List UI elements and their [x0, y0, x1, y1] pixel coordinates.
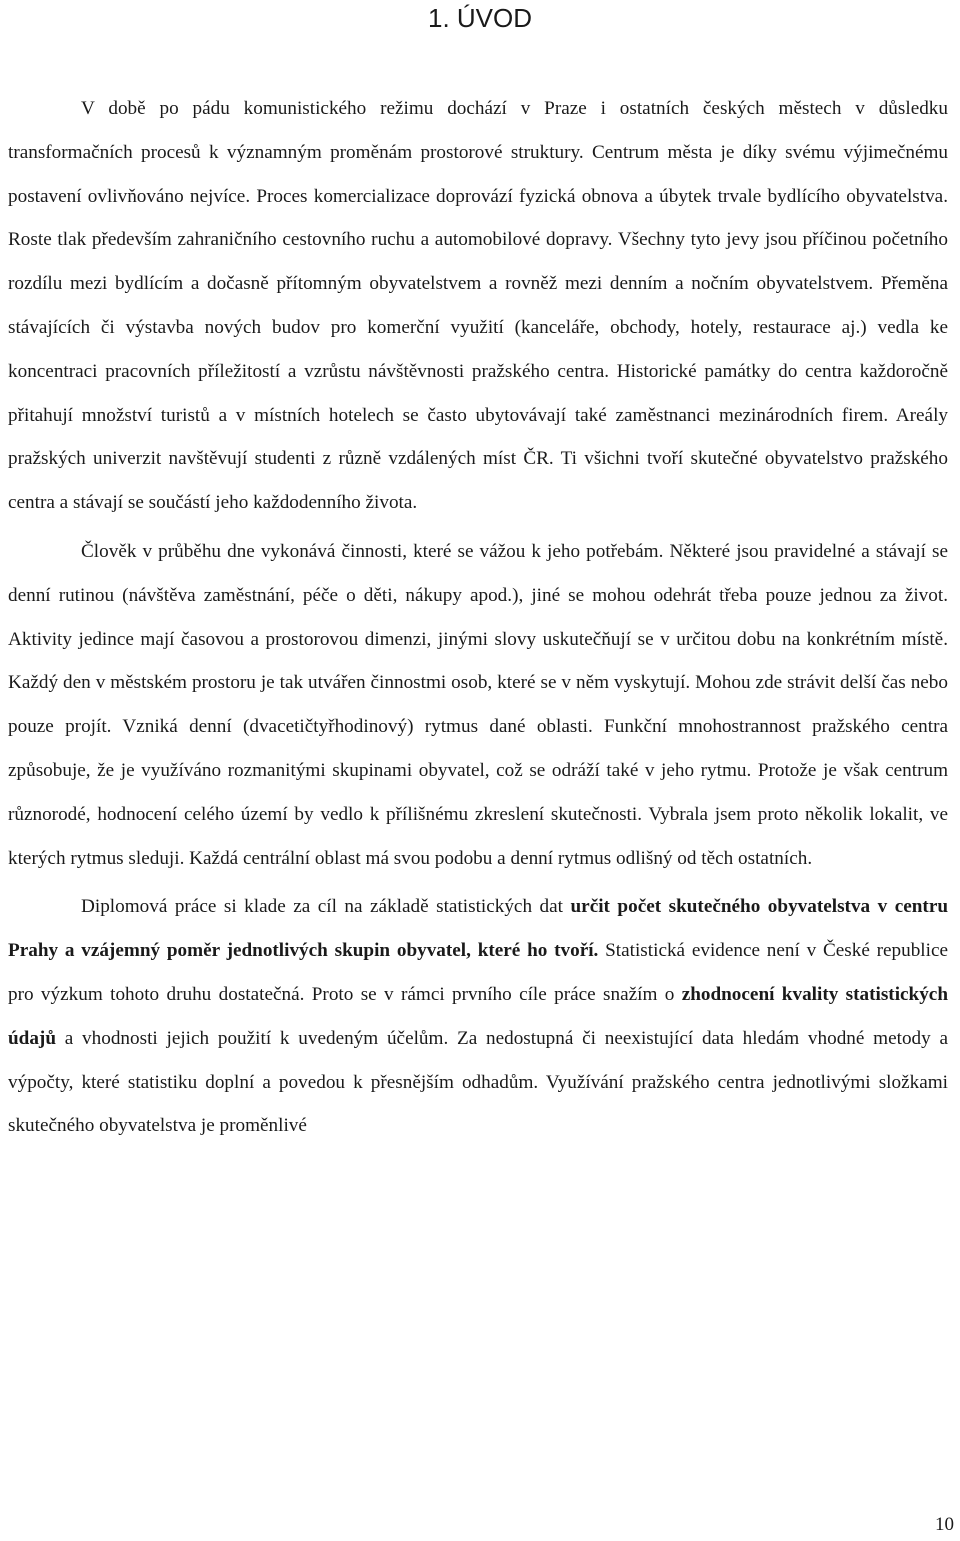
- paragraph-3-bold-a: určit počet skutečného obyvatelstva v centru Prahy a vzájemný poměr jednotlivých skupin obyvatel, které ho tvoří.: [8, 896, 949, 962]
- paragraph-3-bold-b: zhodnocení kvality statistických údajů: [8, 983, 948, 1049]
- paragraph-3: [8, 885, 948, 1148]
- document-body: [8, 87, 948, 1153]
- paragraph-2: Člověk v průběhu dne vykonává činnosti, které se vážou k jeho potřebám. Některé jsou pravidelné a stávají se denní rutinou (návštěva zaměstnání, péče o děti, nákupy apod.), jiné se mohou odehrát třeba pouze jednou za život. Aktivity jedince mají časovou a prostorovou dimenzi, jinými slovy uskutečňují se v určitou dobu na konkrétním místě. Každý den v městském prostoru je tak utvářen činnostmi osob, které se v něm vyskytují. Mohou zde strávit delší čas nebo pouze projít. Vzniká denní (dvacetičtyřhodinový) rytmus dané oblasti. Funkční mnohostrannost pražského centra způsobuje, že je využíváno rozmanitými skupinami obyvatel, což se odráží také v jeho rytmu. Protože je však centrum různorodé, hodnocení celého území by vedlo k přílišnému zkreslení skutečnosti. Vybrala jsem proto několik lokalit, ve kterých rytmus sleduji. Každá centrální oblast má svou podobu a denní rytmus odlišný od těch ostatních.: [8, 540, 948, 869]
- paragraph-1: V době po pádu komunistického režimu dochází v Praze i ostatních českých městech v důsledku transformačních procesů k významným proměnám prostorové struktury. Centrum města je díky svému výjimečnému postavení ovlivňováno nejvíce. Proces komercializace doprovází fyzická obnova a úbytek trvale bydlícího obyvatelstva. Roste tlak především zahraničního cestovního ruchu a automobilové dopravy. Všechny tyto jevy jsou příčinou početního rozdílu mezi bydlícím a dočasně přítomným obyvatelstvem a rovněž mezi denním a nočním obyvatelstvem. Přeměna stávajících či výstavba nových budov pro komerční využití (kanceláře, obchody, hotely, restaurace aj.) vedla ke koncentraci pracovních příležitostí a vzrůstu návštěvnosti pražského centra. Historické památky do centra každoročně přitahují množství turistů a v místních hotelech se často ubytovávají také zaměstnanci mezinárodních firem. Areály pražských univerzit navštěvují studenti z různě vzdálených míst ČR. Ti všichni tvoří skutečné obyvatelstvo pražského centra a stávají se součástí jeho každodenního života.: [8, 98, 948, 514]
- paragraph-3-text-c: a vhodnosti jejich použití k uvedeným účelům. Za nedostupná či neexistující data hledám vhodné metody a výpočty, které statistiku doplní a povedou k přesnějším odhadům. Využívání pražského centra jednotlivými složkami skutečného obyvatelstva je proměnlivé: [8, 1027, 948, 1137]
- paragraph-3-text-b: Statistická evidence není v České republice pro výzkum tohoto druhu dostatečná. Proto se v rámci prvního cíle práce snažím o: [8, 940, 948, 1005]
- paragraph-3-text-a: Diplomová práce si klade za cíl na základě statistických dat: [81, 896, 571, 918]
- page-title: 1. ÚVOD: [427, 3, 533, 33]
- page-number: 10: [935, 1514, 954, 1535]
